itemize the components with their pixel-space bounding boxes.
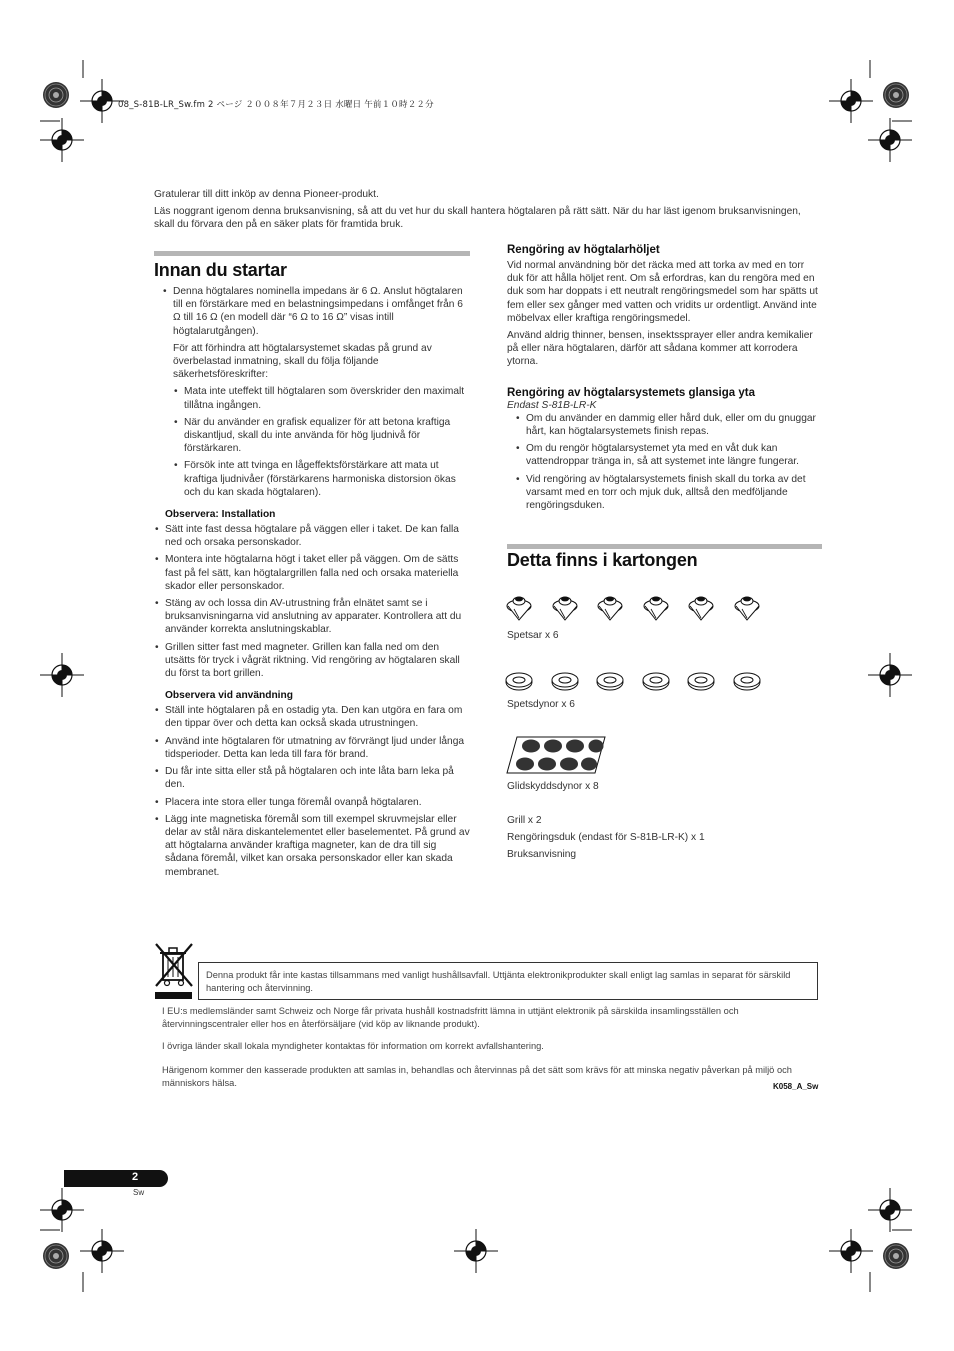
manual-label: Bruksanvisning	[507, 849, 577, 860]
weee-paragraph-3: Härigenom kommer den kasserade produkten att samlas in, behandlas och återvinnas på det sätt som krävs för att minska negativ påverkan på miljö och människors hälsa.	[162, 1065, 792, 1088]
list-item: • Om du använder en dammig eller hård duk, eller om du gnuggar hårt, kan högtalarsystemets finish repas.	[507, 412, 821, 438]
section-rule	[154, 251, 470, 256]
list-item: • Stäng av och lossa din AV-utrustning från elnätet samt se i bruksanvisningarna vid anslutning av apparater. Kontrollera att du använder korrekta anslutningskablar.	[154, 597, 470, 637]
usage-list	[154, 704, 470, 878]
impedance-list	[154, 285, 470, 338]
section-heading-kartongen: Detta finns i kartongen	[507, 550, 698, 570]
list-item: • Lägg inte magnetiska föremål som till exempel skruvmejslar eller delar av stål nära diskantelementet eller baselementet. På grund av att högtalarna använder kraftiga magneter, kan de dra till sig sådana föremål, vilket kan orsaka personskador eller kan skada membranet.	[154, 813, 470, 879]
install-list	[154, 523, 470, 680]
clean-paragraph-1: Vid normal användning bör det räcka med att torka av med en torr duk för att hålla höljet rent. Om så erfordras, kan du rengöra med en duk som har doppats i ett neutralt rengöringsmedel som har spätts ut fem eller sex gånger med vatten och vridits ur ordentligt. Använd inte möbelvax eller kraftiga rengöringsmedel.	[507, 260, 818, 324]
list-item: • Mata inte uteffekt till högtalaren som överskrider den maximalt tillåtna ingången.	[154, 385, 470, 411]
page-number-tab	[64, 1170, 168, 1187]
weee-notice-text: Denna produkt får inte kastas tillsammans med vanligt hushållsavfall. Uttjänta elektronikprodukter skall enligt lag samlas in separat för särskild hantering och återvinning.	[206, 970, 791, 993]
page-number: 2	[132, 1171, 139, 1183]
list-item: • Om du rengör högtalarsystemet yta med en våt duk kan vattendroppar tränga in, så att systemet inte längre fungerar.	[507, 442, 821, 468]
list-item: • Montera inte högtalarna högt i taket eller på väggen. Om de sätts fast på fel sätt, kan högtalargrillen falla ned och orsaka materiella skador eller personskador.	[154, 553, 470, 593]
glide-pads-illustration	[505, 735, 609, 775]
usage-heading: Observera vid användning	[165, 690, 293, 702]
glide-pads-label: Glidskyddsdynor x 8	[507, 781, 599, 792]
list-item: • Denna högtalares nominella impedans är 6 Ω. Anslut högtalaren till en förstärkare med en belastningsimpedans i omfånget från 6 Ω till 16 Ω (en modell där “6 Ω to 16 Ω” visas intill högtalarutgången).	[154, 285, 470, 338]
section-heading-innan: Innan du startar	[154, 260, 287, 280]
grill-label: Grill x 2	[507, 815, 542, 826]
spikes-label: Spetsar x 6	[507, 630, 559, 641]
cloth-label: Rengöringsduk (endast för S-81B-LR-K) x 1	[507, 832, 705, 843]
left-column	[154, 251, 470, 883]
section-rule-2	[507, 544, 822, 549]
weee-paragraph-1: I EU:s medlemsländer samt Schweiz och Norge får privata hushåll kostnadsfritt lämna in uttjänt elektronik på särskilda insamlingsställen och återvinningscentraler eller hos en återförsäljare (vid köp av liknande produkt).	[162, 1006, 739, 1029]
spike-pads-label: Spetsdynor x 6	[507, 699, 575, 710]
clean-heading: Rengöring av högtalarhöljet	[507, 244, 660, 256]
page-language: Sw	[133, 1188, 145, 1197]
crossed-bin-icon	[154, 942, 194, 1002]
list-item: • Använd inte högtalaren för utmatning av förvrängt ljud under långa tidsperioder. Detta kan leda till fara för brand.	[154, 735, 470, 761]
gloss-list	[507, 412, 821, 512]
list-item: • Du får inte sitta eller stå på högtalaren och inte låta barn leka på den.	[154, 765, 470, 791]
gloss-heading: Rengöring av högtalarsystemets glansiga yta	[507, 386, 755, 399]
impedance-continuation: För att förhindra att högtalarsystemet skadas på grund av överbelastad inmatning, skall du följa följande säkerhetsföreskrifter:	[173, 342, 432, 381]
spikes-illustration	[505, 592, 767, 624]
framemaker-header: 08_S-81B-LR_Sw.fm 2 ページ ２００８年７月２３日 水曜日 午前１０時２２分	[118, 100, 434, 110]
doc-code: K058_A_Sw	[773, 1082, 819, 1091]
clean-paragraph-2: Använd aldrig thinner, bensen, insektssprayer eller andra kemikalier på eller nära högtalaren, därför att sådana kommer att korrodera ytorna.	[507, 330, 813, 368]
list-item: • När du använder en grafisk equalizer för att betona kraftiga diskantljud, skall du inte använda för hög ljudnivå för förstärkaren.	[154, 416, 470, 456]
list-item: • Placera inte stora eller tunga föremål ovanpå högtalaren.	[154, 796, 470, 809]
list-item: • Vid rengöring av högtalarsystemets finish skall du torka av det varsamt med en torr och mjuk duk, alltså den medföljande rengöringsduken.	[507, 473, 821, 513]
list-item: • Sätt inte fast dessa högtalare på väggen eller i taket. De kan falla ned och orsaka personskador.	[154, 523, 470, 549]
list-item: • Grillen sitter fast med magneter. Grillen kan falla ned om den utsätts för tryck i vågrät riktning. Vid rengöring av högtalaren skall du först ta bort grillen.	[154, 641, 470, 681]
weee-paragraph-2: I övriga länder skall lokala myndigheter kontaktas för information om korrekt avfallshantering.	[162, 1041, 544, 1051]
spike-pads-illustration	[505, 668, 767, 694]
intro-line2: Läs noggrant igenom denna bruksanvisning, så att du vet hur du skall hantera högtalaren på rätt sätt. När du har läst igenom bruksanvisningen, skall du förvara den på en säker plats för framtida bruk.	[154, 206, 801, 231]
intro	[154, 188, 814, 232]
list-item: • Försök inte att tvinga en lågeffektsförstärkare att mata ut kraftiga ljudnivåer (förstärkarens harmoniska distorsion ökas och du kan skada högtalaren).	[154, 459, 470, 499]
install-heading: Observera: Installation	[165, 509, 276, 521]
precaution-sublist	[154, 385, 470, 499]
intro-line1: Gratulerar till ditt inköp av denna Pioneer-produkt.	[154, 189, 379, 200]
gloss-model: Endast S-81B-LR-K	[507, 399, 597, 411]
list-item: • Ställ inte högtalaren på en ostadig yta. Den kan utgöra en fara om den tippar över och detta kan också skada utrustningen.	[154, 704, 470, 730]
right-column	[507, 244, 821, 516]
